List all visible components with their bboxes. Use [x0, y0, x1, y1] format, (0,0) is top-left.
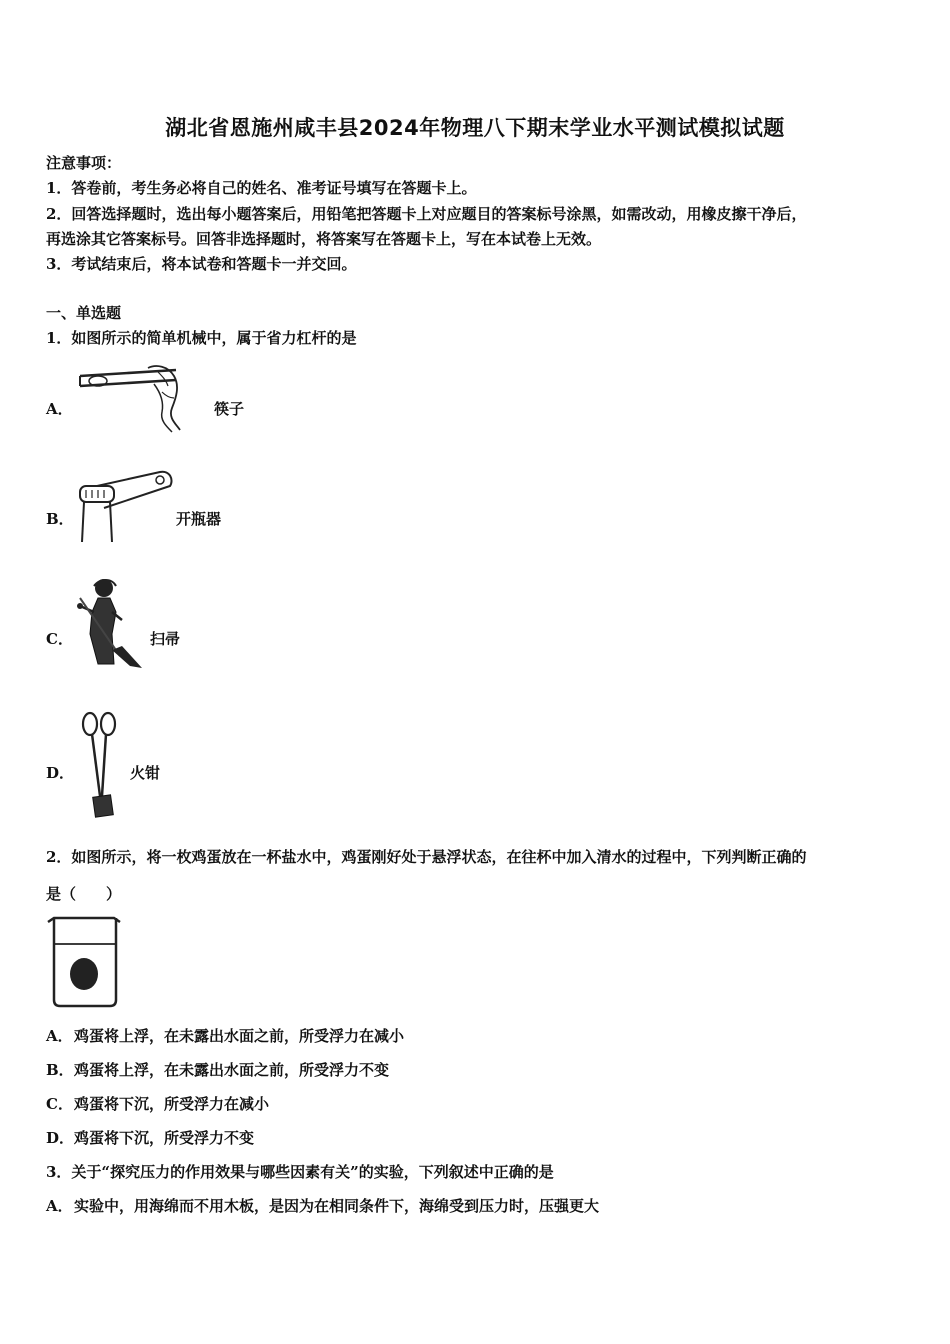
broom-figure: [72, 576, 148, 672]
q1-option-d-label: 火钳: [130, 764, 161, 782]
q1-option-a-label: 筷子: [214, 400, 245, 418]
q2-option-b-text: 鸡蛋将上浮，在未露出水面之前，所受浮力不变: [74, 1061, 390, 1079]
q3-option-a-text: 实验中，用海绵而不用木板，是因为在相同条件下，海绵受到压力时，压强更大: [74, 1197, 600, 1215]
q1-option-c-letter: C．: [46, 630, 73, 648]
q2-stem-line2: 是（ ）: [46, 885, 122, 903]
q1-option-b-label: 开瓶器: [176, 510, 222, 528]
bottle-opener-figure: [74, 468, 176, 544]
q2-option-a-letter: A．: [46, 1027, 73, 1045]
notice-heading: 注意事项：: [46, 154, 122, 172]
q1-option-a-letter: A．: [46, 400, 73, 418]
q2-option-b-letter: B．: [46, 1061, 74, 1079]
section-heading: 一、单选题: [46, 304, 122, 322]
q1-option-c-label: 扫帚: [150, 630, 181, 648]
q2-stem-line1: 2．如图所示，将一枚鸡蛋放在一杯盐水中，鸡蛋刚好处于悬浮状态，在往杯中加入清水的过程中，下列判断正确的: [46, 848, 807, 866]
q1-stem: 1．如图所示的简单机械中，属于省力杠杆的是: [46, 329, 357, 347]
notice-item-1: 1．答卷前，考生务必将自己的姓名、准考证号填写在答题卡上。: [46, 179, 477, 197]
q1-option-d-letter: D．: [46, 764, 75, 782]
q2-option-a-text: 鸡蛋将上浮，在未露出水面之前，所受浮力在减小: [74, 1027, 405, 1045]
beaker-egg-figure: [44, 914, 124, 1008]
q2-option-c-text: 鸡蛋将下沉，所受浮力在减小: [74, 1095, 270, 1113]
q3-stem: 3．关于“探究压力的作用效果与哪些因素有关”的实验，下列叙述中正确的是: [46, 1163, 554, 1181]
q3-option-a-letter: A．: [46, 1197, 73, 1215]
q2-option-d-text: 鸡蛋将下沉，所受浮力不变: [74, 1129, 255, 1147]
notice-item-2: 2．回答选择题时，选出每小题答案后，用铅笔把答题卡上对应题目的答案标号涂黑，如需改动，用橡皮擦干净后，: [46, 205, 807, 223]
q1-option-b-letter: B．: [46, 510, 74, 528]
tongs-figure: [78, 710, 126, 822]
exam-title: 湖北省恩施州咸丰县2024年物理八下期末学业水平测试模拟试题: [165, 116, 785, 140]
q2-option-c-letter: C．: [46, 1095, 73, 1113]
notice-item-3: 3．考试结束后，将本试卷和答题卡一并交回。: [46, 255, 357, 273]
chopsticks-figure: [76, 362, 188, 434]
notice-item-2-cont: 再选涂其它答案标号。回答非选择题时，将答案写在答题卡上，写在本试卷上无效。: [46, 230, 602, 248]
q2-option-d-letter: D．: [46, 1129, 75, 1147]
